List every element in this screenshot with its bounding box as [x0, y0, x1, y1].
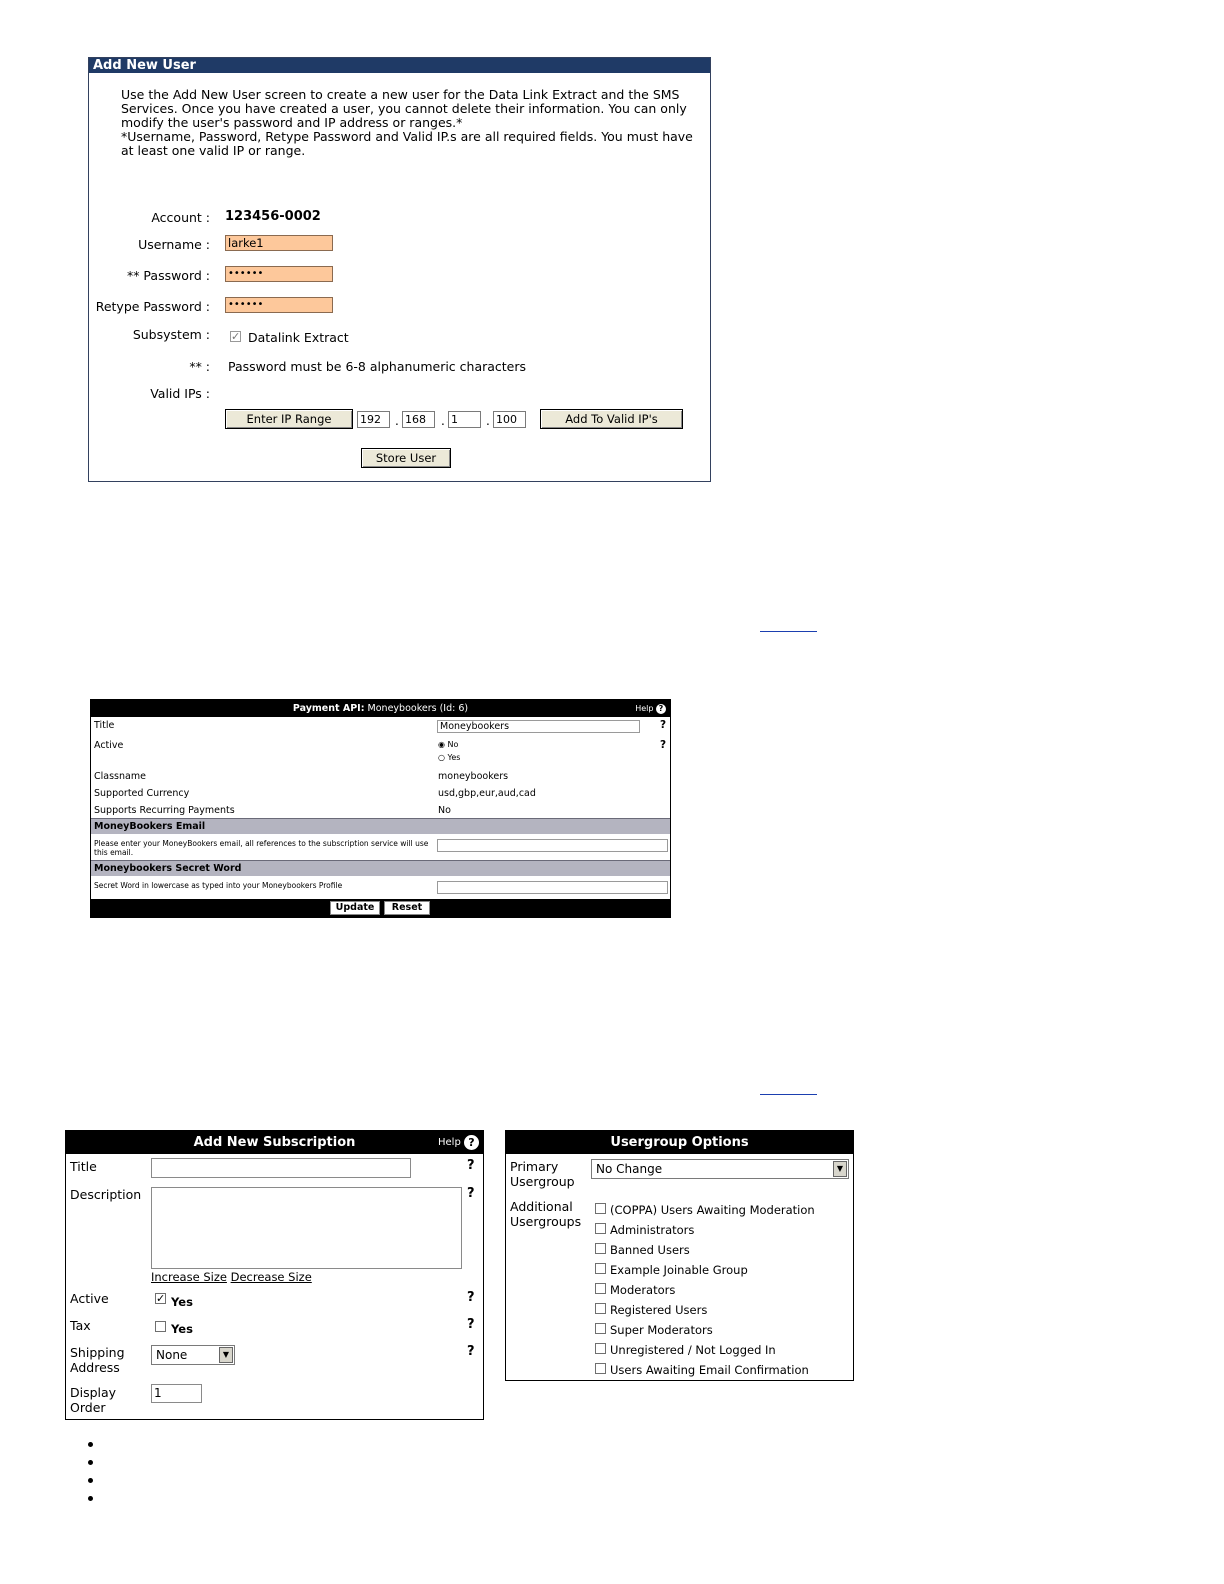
active-label: Active	[94, 740, 124, 751]
active-checkbox[interactable]: ✓	[156, 1292, 166, 1305]
usergroup-label: Unregistered / Not Logged In	[610, 1343, 776, 1357]
password-note-marker: ** :	[189, 359, 210, 374]
subsystem-label: Subsystem :	[132, 327, 210, 342]
decrease-size-link[interactable]: Decrease Size	[230, 1270, 312, 1284]
help-icon: ?	[656, 704, 666, 714]
link-underline[interactable]	[760, 631, 817, 632]
radio-checked-icon: ◉	[438, 740, 445, 749]
tax-label: Tax	[70, 1318, 91, 1333]
help-icon: ?	[464, 1135, 479, 1150]
datalink-extract-checkbox[interactable]: ✓	[231, 330, 241, 343]
panel-header	[66, 1131, 483, 1154]
help-label: Help	[438, 1137, 461, 1148]
usergroup-label: Example Joinable Group	[610, 1263, 748, 1277]
primary-usergroup-select[interactable]	[591, 1159, 849, 1179]
resize-links	[151, 1270, 312, 1284]
usergroup-checkbox[interactable]	[595, 1243, 606, 1254]
title-label: Title	[94, 720, 115, 731]
panel-header	[506, 1131, 853, 1154]
secret-word-input[interactable]	[437, 881, 668, 894]
password-note: Password must be 6-8 alphanumeric characters	[228, 359, 527, 374]
usergroup-checkbox[interactable]	[595, 1223, 606, 1234]
enter-ip-range-button[interactable]: Enter IP Range	[225, 409, 353, 429]
usergroup-label: Registered Users	[610, 1303, 708, 1317]
help-link[interactable]	[635, 700, 666, 717]
help-link[interactable]	[438, 1131, 479, 1154]
panel-title: Add New User	[89, 58, 710, 73]
help-label: Help	[635, 704, 654, 713]
help-question-icon[interactable]: ?	[660, 739, 667, 751]
required-note: *Username, Password, Retype Password and Valid IP.s are all required fields. You must have at least one valid IP or range.	[121, 129, 693, 158]
usergroup-checkbox[interactable]	[595, 1323, 606, 1334]
shipping-address-label	[70, 1345, 125, 1375]
help-question-icon[interactable]: ?	[467, 1158, 475, 1173]
ip-separator: .	[486, 414, 490, 428]
password-input[interactable]: ••••••	[225, 266, 333, 282]
list-bullet	[88, 1478, 93, 1483]
add-new-user-panel	[88, 57, 711, 482]
retype-password-input[interactable]: ••••••	[225, 297, 333, 313]
panel-header	[91, 700, 670, 717]
update-button[interactable]: Update	[330, 901, 380, 915]
active-label: Active	[70, 1291, 109, 1306]
additional-label-line: Usergroups	[510, 1214, 582, 1229]
list-bullet	[88, 1460, 93, 1465]
display-order-label	[70, 1385, 116, 1415]
tax-checkbox[interactable]	[155, 1321, 166, 1332]
currency-label: Supported Currency	[94, 788, 190, 799]
ip-separator: .	[395, 414, 399, 428]
valid-ips-label: Valid IPs :	[150, 386, 210, 401]
usergroup-checkbox[interactable]	[595, 1203, 606, 1214]
shipping-label-line: Shipping	[70, 1345, 125, 1360]
primary-selected-value: No Change	[596, 1162, 663, 1176]
panel-title: Usergroup Options	[610, 1135, 749, 1150]
recurring-label: Supports Recurring Payments	[94, 805, 235, 816]
increase-size-link[interactable]: Increase Size	[151, 1270, 227, 1284]
display-label-line: Order	[70, 1400, 106, 1415]
help-question-icon[interactable]: ?	[467, 1290, 475, 1305]
panel-title-bold: Payment API:	[292, 703, 365, 714]
primary-label-line: Usergroup	[510, 1174, 575, 1189]
shipping-selected-value: None	[156, 1348, 188, 1362]
usergroup-label: Administrators	[610, 1223, 695, 1237]
intro-paragraph: Use the Add New User screen to create a new user for the Data Link Extract and the SMS Services. Once you have created a user, you cannot delete their information. You can only modify the user's password and IP address or ranges.*	[121, 87, 687, 130]
username-input[interactable]: larke1	[225, 235, 333, 251]
currency-value: usd,gbp,eur,aud,cad	[438, 788, 536, 799]
ip-octet-1-input[interactable]: 192	[357, 411, 390, 428]
primary-label-line: Primary	[510, 1159, 559, 1174]
display-order-input[interactable]: 1	[151, 1384, 202, 1403]
recurring-value: No	[438, 805, 451, 816]
additional-label-line: Additional	[510, 1199, 573, 1214]
usergroup-label: Banned Users	[610, 1243, 690, 1257]
chevron-down-icon[interactable]: ▼	[833, 1161, 847, 1177]
usergroup-options-panel	[505, 1130, 854, 1381]
payment-api-panel	[90, 699, 671, 918]
add-to-valid-ips-button[interactable]: Add To Valid IP's	[540, 409, 683, 429]
shipping-label-line: Address	[70, 1360, 120, 1375]
usergroup-checkbox[interactable]	[595, 1363, 606, 1374]
primary-usergroup-label	[510, 1159, 575, 1189]
account-value: 123456-0002	[225, 209, 321, 224]
password-label: ** Password :	[126, 268, 210, 283]
datalink-extract-label: Datalink Extract	[248, 330, 349, 345]
help-question-icon[interactable]: ?	[467, 1186, 475, 1201]
reset-button[interactable]: Reset	[384, 901, 430, 915]
secret-section-header: Moneybookers Secret Word	[91, 860, 670, 876]
retype-password-label: Retype Password :	[95, 299, 210, 314]
shipping-address-select[interactable]	[151, 1345, 235, 1365]
ip-octet-3-input[interactable]: 1	[448, 411, 481, 428]
panel-title: Add New Subscription	[193, 1135, 356, 1150]
email-input[interactable]	[437, 839, 668, 852]
usergroup-checkbox[interactable]	[595, 1303, 606, 1314]
active-yes-label: Yes	[447, 753, 461, 762]
classname-label: Classname	[94, 771, 146, 782]
ip-separator: .	[441, 414, 445, 428]
usergroup-label: Super Moderators	[610, 1323, 713, 1337]
intro-text	[121, 88, 709, 158]
active-no-radio[interactable]	[438, 740, 458, 749]
usergroup-checkbox[interactable]	[595, 1343, 606, 1354]
description-textarea[interactable]	[151, 1187, 462, 1269]
account-label: Account :	[151, 210, 210, 225]
usergroup-checkbox[interactable]	[595, 1283, 606, 1294]
chevron-down-icon[interactable]: ▼	[219, 1347, 233, 1363]
title-label: Title	[70, 1159, 97, 1174]
classname-value: moneybookers	[438, 771, 509, 782]
ip-octet-4-input[interactable]: 100	[493, 411, 526, 428]
usergroup-label: Moderators	[610, 1283, 676, 1297]
usergroup-label: Users Awaiting Email Confirmation	[610, 1363, 809, 1377]
panel-footer	[91, 899, 670, 917]
title-input[interactable]	[151, 1158, 411, 1178]
active-no-label: No	[447, 740, 459, 749]
help-question-icon[interactable]: ?	[467, 1344, 475, 1359]
active-yes-radio[interactable]	[438, 753, 460, 762]
link-underline[interactable]	[760, 1094, 817, 1095]
list-bullet	[88, 1442, 93, 1447]
store-user-button[interactable]: Store User	[361, 448, 451, 468]
display-label-line: Display	[70, 1385, 117, 1400]
panel-title: Moneybookers (Id: 6)	[367, 703, 469, 714]
ip-octet-2-input[interactable]: 168	[402, 411, 435, 428]
radio-empty-icon: ○	[438, 753, 445, 762]
email-section-header: MoneyBookers Email	[91, 818, 670, 834]
username-label: Username :	[138, 237, 210, 252]
usergroup-checkbox[interactable]	[595, 1263, 606, 1274]
additional-usergroups-label	[510, 1199, 581, 1229]
usergroup-label: (COPPA) Users Awaiting Moderation	[610, 1203, 815, 1217]
help-question-icon[interactable]: ?	[660, 719, 667, 731]
email-description: Please enter your MoneyBookers email, all references to the subscription service will use this email.	[94, 839, 429, 857]
help-question-icon[interactable]: ?	[467, 1317, 475, 1332]
active-yes-label: Yes	[171, 1295, 193, 1309]
add-new-subscription-panel	[65, 1130, 484, 1420]
list-bullet	[88, 1496, 93, 1501]
description-label: Description	[70, 1187, 142, 1202]
tax-yes-label: Yes	[171, 1322, 193, 1336]
title-input[interactable]: Moneybookers	[437, 720, 640, 733]
secret-description: Secret Word in lowercase as typed into your Moneybookers Profile	[94, 881, 343, 890]
